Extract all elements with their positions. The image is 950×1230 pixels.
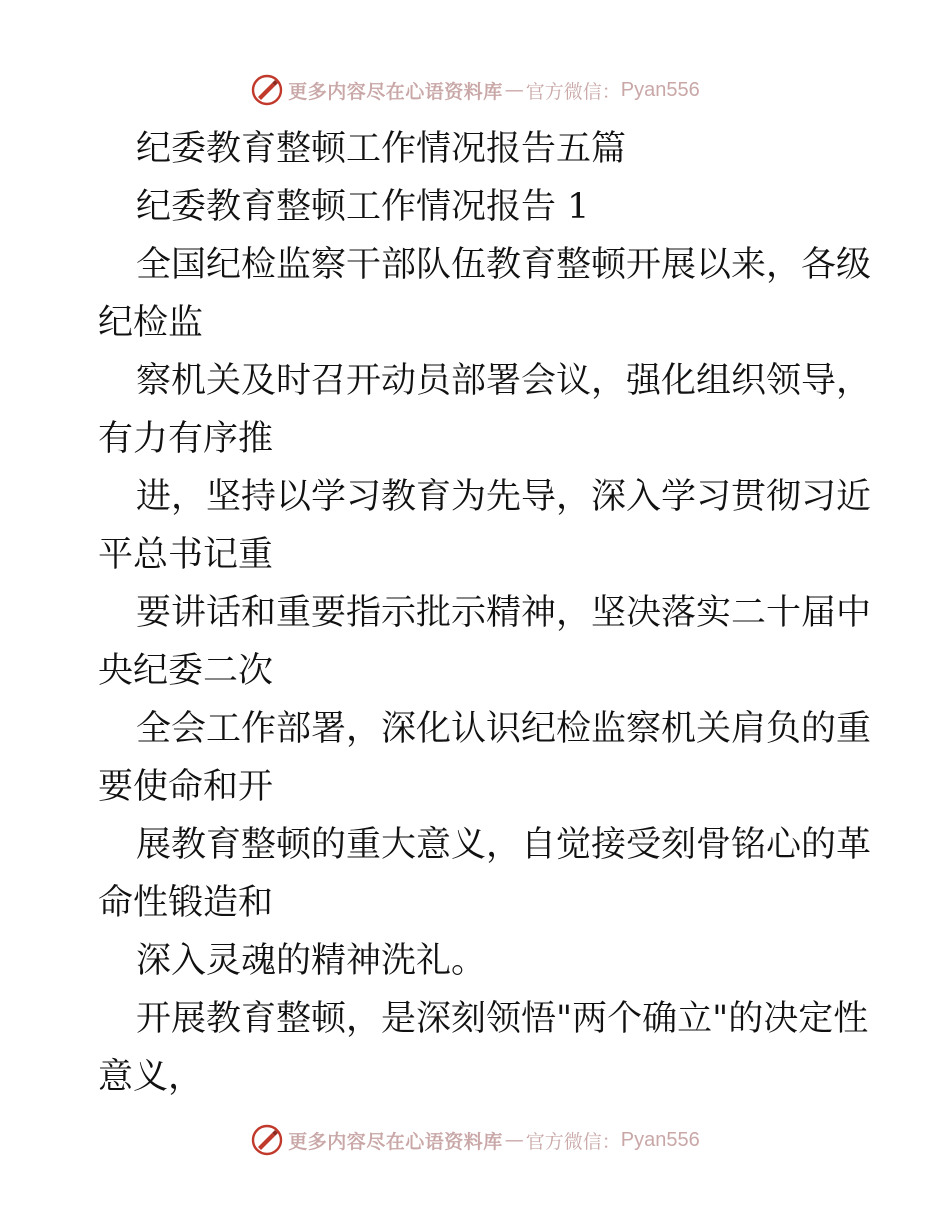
banner-label: 官方微信：	[525, 80, 621, 103]
paragraph-line: 意义，	[98, 1057, 204, 1097]
paragraph-line: 展教育整顿的重大意义，自觉接受刻骨铭心的革	[136, 825, 872, 865]
footer-banner	[0, 1120, 950, 1160]
paragraph-line: 要讲话和重要指示批示精神，坚决落实二十届中	[136, 593, 872, 633]
banner-main-text: 更多内容尽在心语资料库	[288, 80, 503, 103]
paragraph-line: 平总书记重	[98, 535, 274, 575]
banner-wechat-id: Pyan556	[620, 78, 700, 101]
document-title: 纪委教育整顿工作情况报告五篇	[136, 129, 627, 169]
paragraph-line: 要使命和开	[98, 767, 274, 807]
banner-separator: —	[504, 1129, 524, 1151]
header-banner	[0, 70, 950, 110]
document-subtitle: 纪委教育整顿工作情况报告 1	[136, 187, 590, 227]
banner-label: 官方微信：	[525, 1130, 621, 1153]
paragraph-line: 开展教育整顿，是深刻领悟"两个确立"的决定性	[136, 999, 869, 1039]
paragraph-line: 全国纪检监察干部队伍教育整顿开展以来，各级	[136, 245, 872, 285]
banner-separator: —	[504, 79, 524, 101]
paragraph-line: 央纪委二次	[98, 651, 274, 691]
paragraph-line: 命性锻造和	[98, 883, 274, 923]
paragraph-line: 纪检监	[98, 303, 204, 343]
banner-wechat-id: Pyan556	[620, 1128, 700, 1151]
paragraph-line: 有力有序推	[98, 419, 274, 459]
pen-logo-icon	[250, 1123, 284, 1157]
paragraph-line: 深入灵魂的精神洗礼。	[136, 941, 487, 981]
paragraph-line: 全会工作部署，深化认识纪检监察机关肩负的重	[136, 709, 872, 749]
paragraph-line: 察机关及时召开动员部署会议，强化组织领导，	[136, 361, 872, 401]
pen-logo-icon	[250, 73, 284, 107]
banner-main-text: 更多内容尽在心语资料库	[288, 1130, 503, 1153]
paragraph-line: 进，坚持以学习教育为先导，深入学习贯彻习近	[136, 477, 872, 517]
document-body	[98, 120, 872, 1106]
